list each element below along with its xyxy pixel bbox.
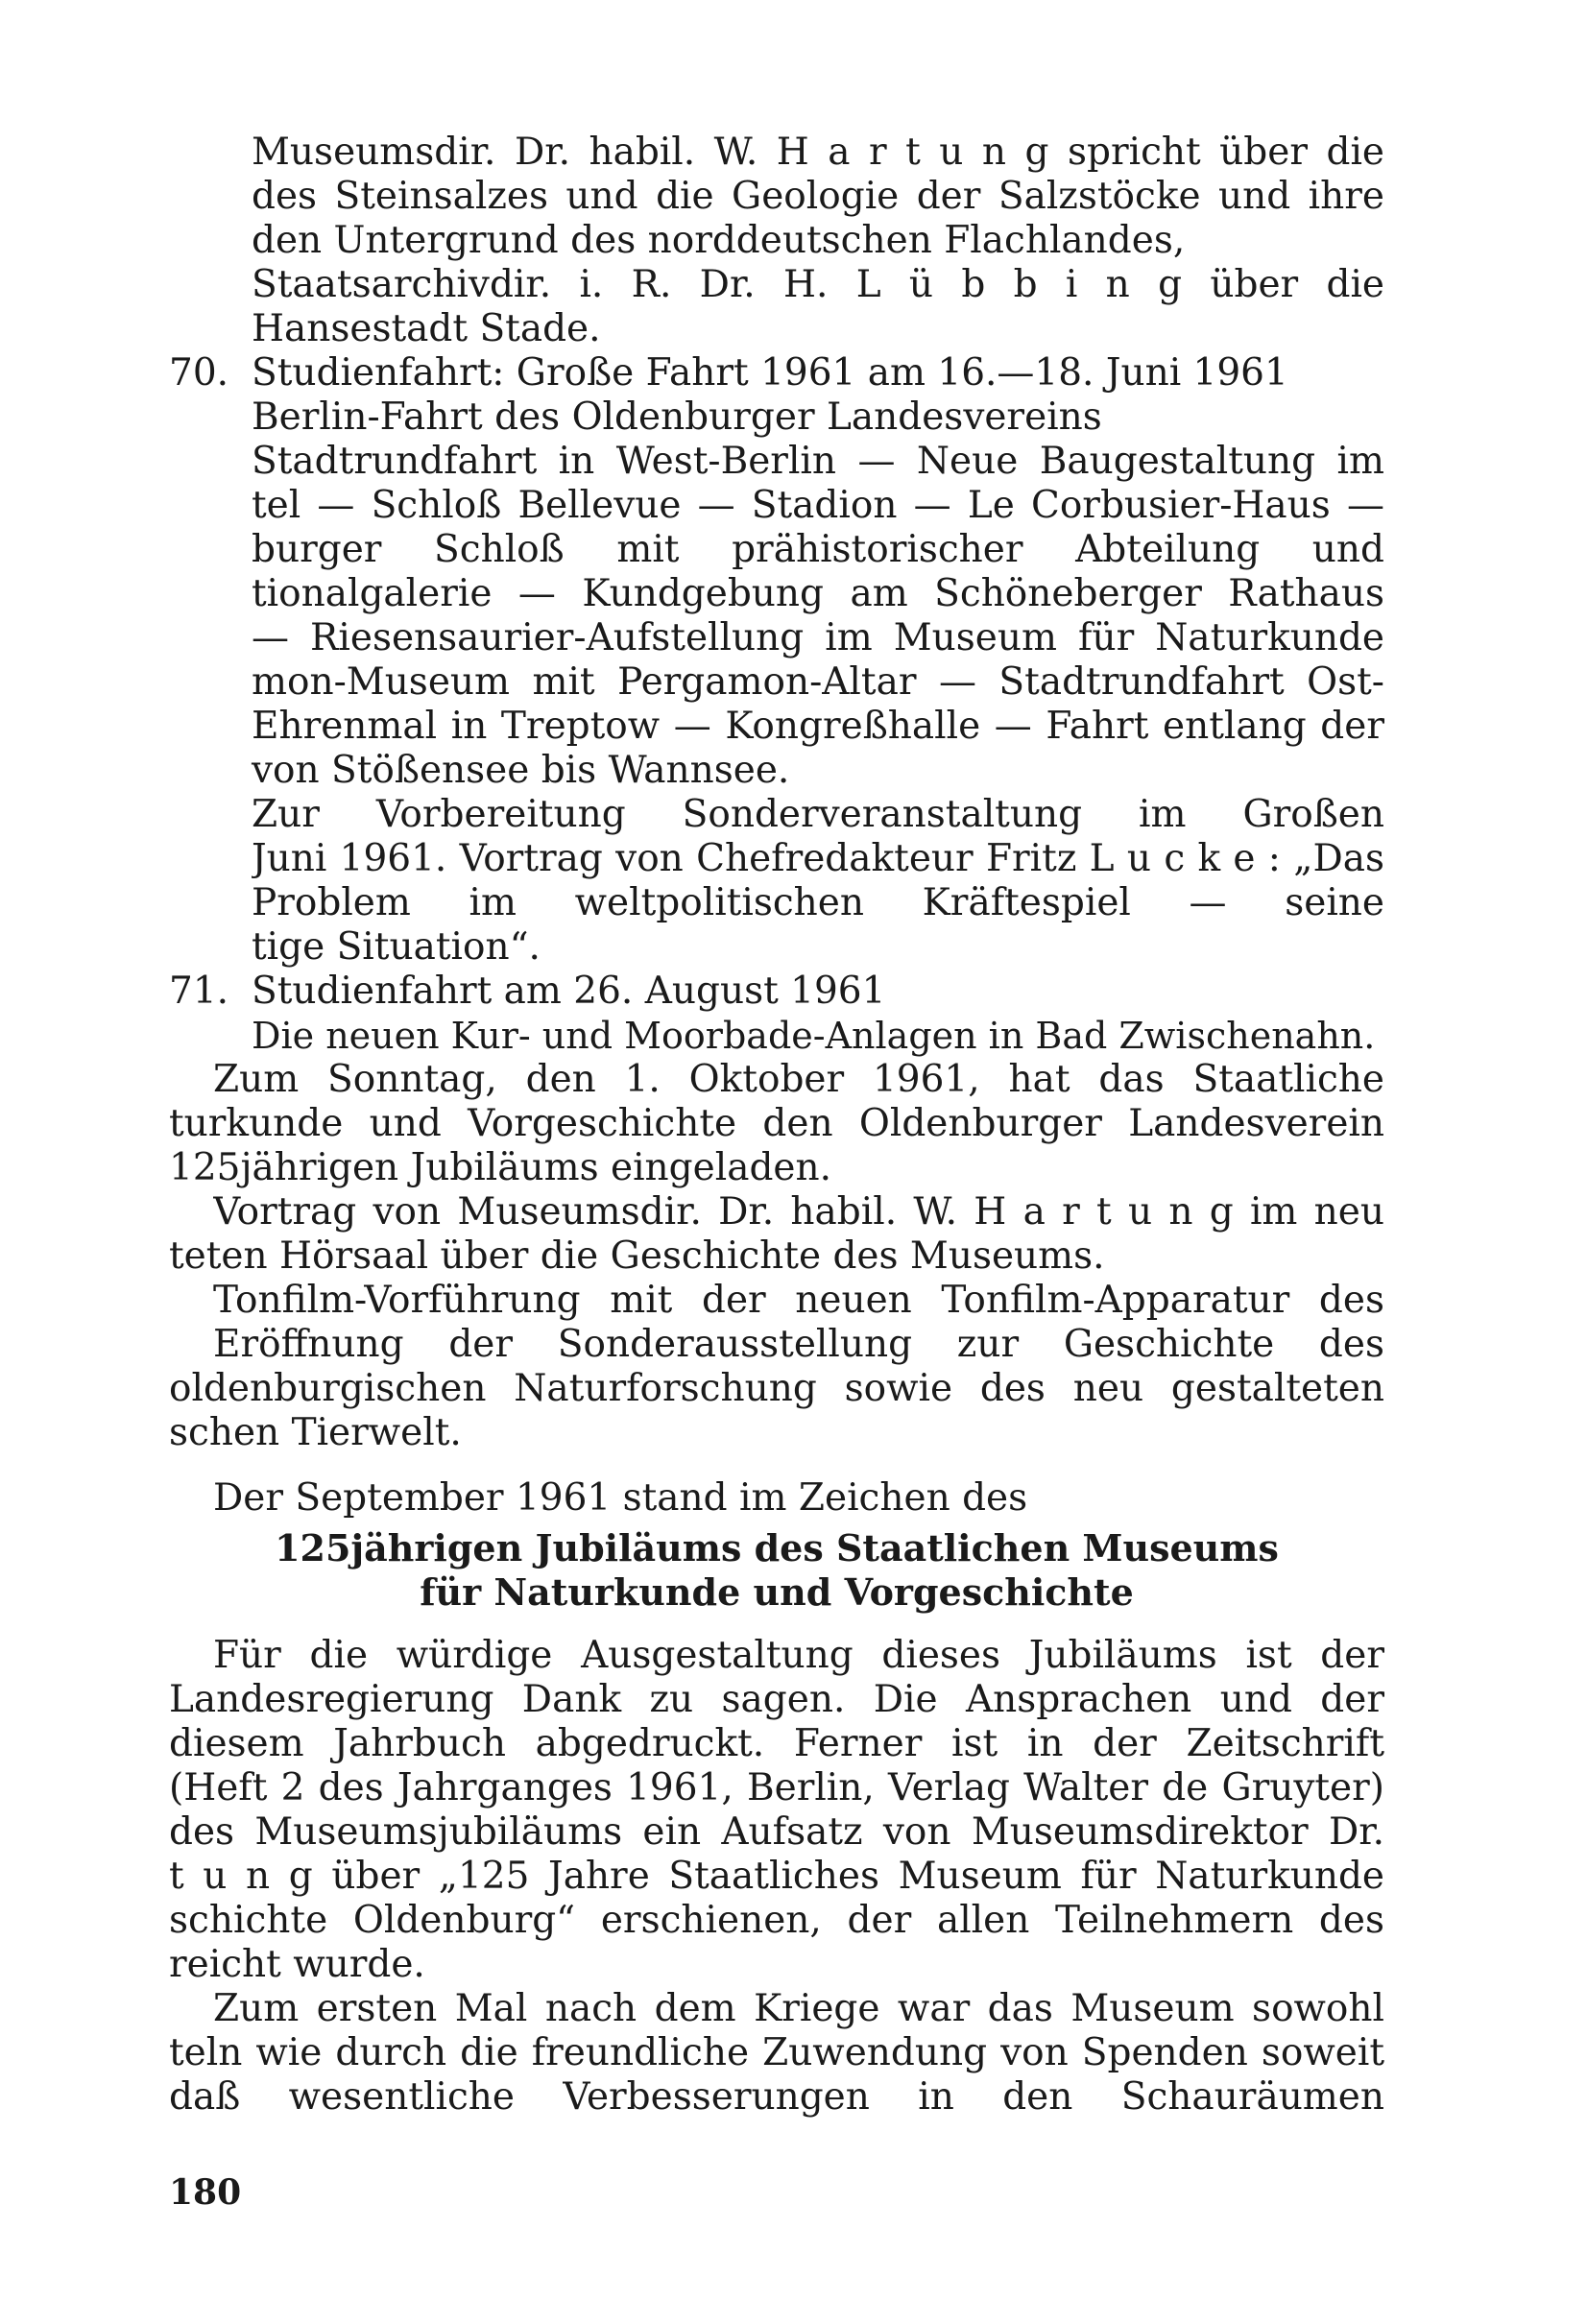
text-line: — Riesensaurier-Aufstellung im Museum für Naturkunde [252,616,1384,659]
september-line: Der September 1961 stand im Zeichen des [213,1476,1028,1520]
text-line: tel — Schloß Bellevue — Stadion — Le Corbusier-Haus — [252,484,1384,527]
text-line: Stadtrundfahrt in West-Berlin — Neue Baugestaltung im [252,440,1384,483]
text-line: Problem im weltpolitischen Kräftespiel — seine [252,881,1384,924]
text-line: teten Hörsaal über die Geschichte des Museums. [169,1234,1105,1278]
text-line: Landesregierung Dank zu sagen. Die Ansprachen und der [169,1678,1384,1721]
text-line: tionalgalerie — Kundgebung am Schöneberger Rathaus [252,572,1384,615]
text-line: Tonfilm-Vorführung mit der neuen Tonfilm-Apparatur des [213,1279,1384,1322]
text-line: Die neuen Kur- und Moorbade-Anlagen in Bad Zwischenahn. [252,1015,1376,1057]
text-line: Museumsdir. Dr. habil. W. H a r t u n g spricht über die [252,131,1384,174]
text-line: turkunde und Vorgeschichte den Oldenburger Landesverein [169,1102,1384,1145]
text-line: 125jährigen Jubiläums eingeladen. [169,1146,832,1189]
text-line: daß wesentliche Verbesserungen in den Schauräumen [169,2075,1384,2119]
text-line: Studienfahrt am 26. August 1961 [252,970,886,1013]
text-line: t u n g über „125 Jahre Staatliches Museum für Naturkunde [169,1855,1384,1898]
item-number: 70. [169,351,229,395]
text-line: schichte Oldenburg“ erschienen, der allen Teilnehmern des [169,1899,1384,1942]
text-line: Studienfahrt: Große Fahrt 1961 am 16.—18. Juni 1961 [252,351,1288,395]
text-line: mon-Museum mit Pergamon-Altar — Stadtrundfahrt Ost- [252,660,1384,704]
text-line: Vortrag von Museumsdir. Dr. habil. W. H a r t u n g im neu [213,1190,1384,1234]
page-number: 180 [169,2172,242,2213]
text-line: burger Schloß mit prähistorischer Abteilung und [252,528,1384,571]
text-line: Zur Vorbereitung Sonderveranstaltung im Großen [252,793,1384,836]
text-line: des Museumsjubiläums ein Aufsatz von Museumsdirektor Dr. [169,1810,1384,1854]
text-line: Staatsarchivdir. i. R. Dr. H. L ü b b i n g über die [252,263,1384,306]
section-heading-line-2: für Naturkunde und Vorgeschichte [420,1570,1134,1614]
text-line: von Stößensee bis Wannsee. [252,749,790,792]
text-line: reicht wurde. [169,1943,425,1986]
text-line: diesem Jahrbuch abgedruckt. Ferner ist in der Zeitschrift [169,1722,1384,1765]
text-line: den Untergrund des norddeutschen Flachlandes, [252,219,1186,262]
text-line: Juni 1961. Vortrag von Chefredakteur Fritz L u c k e : „Das [252,837,1384,880]
text-line: des Steinsalzes und die Geologie der Salzstöcke und ihre [252,175,1384,218]
section-heading-line-1: 125jährigen Jubiläums des Staatlichen Museums [275,1526,1279,1569]
text-line: Für die würdige Ausgestaltung dieses Jubiläums ist der [213,1634,1384,1677]
text-line: oldenburgischen Naturforschung sowie des neu gestalteten [169,1367,1384,1410]
text-line: schen Tierwelt. [169,1411,462,1454]
text-line: teln wie durch die freundliche Zuwendung von Spenden soweit [169,2031,1384,2074]
item-number: 71. [169,970,229,1013]
text-line: Eröffnung der Sonderausstellung zur Geschichte des [213,1323,1384,1366]
text-line: Ehrenmal in Treptow — Kongreßhalle — Fahrt entlang der [252,705,1384,748]
text-line: Zum Sonntag, den 1. Oktober 1961, hat das Staatliche [213,1058,1384,1101]
text-line: tige Situation“. [252,925,541,969]
text-line: Hansestadt Stade. [252,307,601,350]
text-line: Zum ersten Mal nach dem Kriege war das Museum sowohl [213,1987,1384,2030]
text-line: (Heft 2 des Jahrganges 1961, Berlin, Verlag Walter de Gruyter) [169,1766,1384,1809]
text-line: Berlin-Fahrt des Oldenburger Landesvereins [252,395,1102,439]
